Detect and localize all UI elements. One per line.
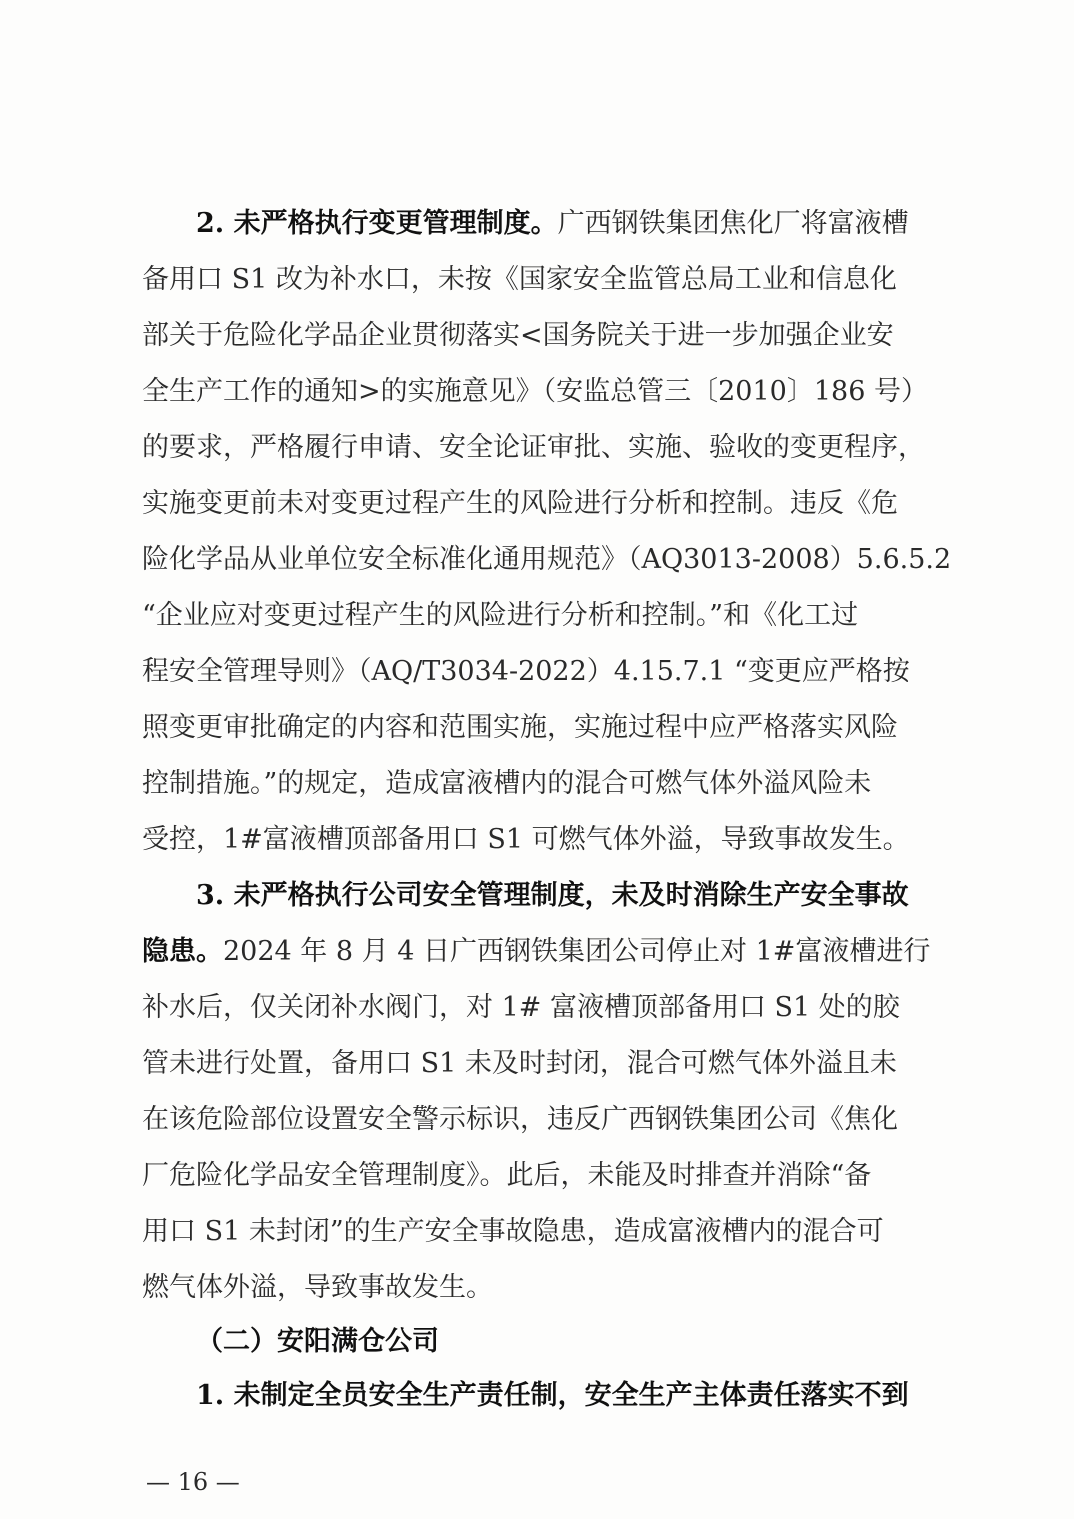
paragraph-2-line-8: “企业应对变更过程产生的风险进行分析和控制。”和《化工过 — [142, 600, 859, 631]
paragraph-2-line-1 — [196, 202, 942, 246]
section-heading: （二）安阳满仓公司 — [196, 1326, 439, 1357]
paragraph-3-text: 2024 年 8 月 4 日广西钢铁集团公司停止对 1#富液槽进行 — [223, 936, 931, 967]
paragraph-3-line-2 — [142, 930, 942, 974]
paragraph-3-line-6: 厂危险化学品安全管理制度》。此后，未能及时排查并消除“备 — [142, 1160, 872, 1191]
paragraph-2-text: 广西钢铁集团焦化厂将富液槽 — [557, 208, 909, 239]
paragraph-3-line-8: 燃气体外溢，导致事故发生。 — [142, 1272, 493, 1303]
paragraph-2-line-9: 程安全管理导则》（AQ/T3034-2022）4.15.7.1 “变更应严格按 — [142, 656, 910, 687]
paragraph-2-line-3: 部关于危险化学品企业贯彻落实<国务院关于进一步加强企业安 — [142, 320, 894, 351]
page-number: — 16 — — [146, 1468, 240, 1496]
paragraph-3-heading-end: 隐患。 — [142, 936, 223, 967]
paragraph-2-heading: 2. 未严格执行变更管理制度。 — [196, 208, 558, 239]
paragraph-2-line-2: 备用口 S1 改为补水口，未按《国家安全监管总局工业和信息化 — [142, 264, 897, 295]
paragraph-2-line-11: 控制措施。”的规定，造成富液槽内的混合可燃气体外溢风险未 — [142, 768, 872, 799]
paragraph-4-heading: 1. 未制定全员安全生产责任制，安全生产主体责任落实不到 — [196, 1380, 909, 1411]
paragraph-3-line-7: 用口 S1 未封闭”的生产安全事故隐患，造成富液槽内的混合可 — [142, 1216, 884, 1247]
paragraph-3-line-4: 管未进行处置，备用口 S1 未及时封闭，混合可燃气体外溢且未 — [142, 1048, 897, 1079]
paragraph-2-line-7: 险化学品从业单位安全标准化通用规范》（AQ3013-2008）5.6.5.2 — [142, 544, 952, 575]
paragraph-2-line-5: 的要求，严格履行申请、安全论证审批、实施、验收的变更程序， — [142, 432, 925, 463]
paragraph-2-line-4: 全生产工作的通知>的实施意见》（安监总管三〔2010〕186 号） — [142, 376, 928, 407]
paragraph-3-line-5: 在该危险部位设置安全警示标识，违反广西钢铁集团公司《焦化 — [142, 1104, 898, 1135]
paragraph-2-line-6: 实施变更前未对变更过程产生的风险进行分析和控制。违反《危 — [142, 488, 898, 519]
paragraph-3-heading: 3. 未严格执行公司安全管理制度，未及时消除生产安全事故 — [196, 880, 909, 911]
paragraph-3-line-3: 补水后，仅关闭补水阀门，对 1# 富液槽顶部备用口 S1 处的胶 — [142, 992, 900, 1023]
paragraph-2-line-12: 受控，1#富液槽顶部备用口 S1 可燃气体外溢，导致事故发生。 — [142, 824, 910, 855]
paragraph-2-line-10: 照变更审批确定的内容和范围实施，实施过程中应严格落实风险 — [142, 712, 898, 743]
